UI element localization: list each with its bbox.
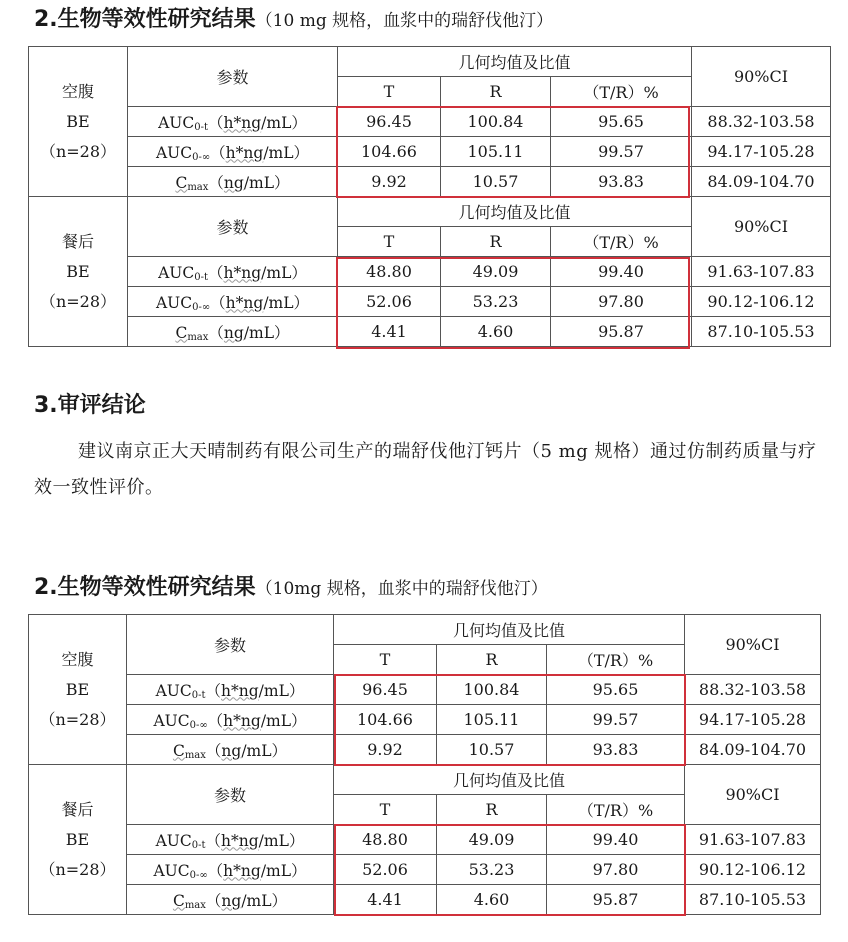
param-cell: $AUC_{0-t}(h*ng/mL)$	[128, 257, 338, 287]
value-ratio: 95.87	[547, 885, 685, 915]
value-ratio: 97.80	[547, 855, 685, 885]
value-ci: 84.09-104.70	[692, 167, 831, 197]
conclusion-title: 3.审评结论	[34, 393, 146, 418]
value-r: 100.84	[437, 675, 547, 705]
value-ci: 87.10-105.53	[685, 885, 821, 915]
condition-label: （n=28）	[39, 859, 116, 879]
condition-cell-fed	[29, 765, 127, 915]
value-ratio: 95.65	[551, 107, 692, 137]
heading-bottom-title: 2.生物等效性研究结果	[34, 575, 256, 600]
value-ci: 88.32-103.58	[692, 107, 831, 137]
value-ci: 84.09-104.70	[685, 735, 821, 765]
header-t: T	[338, 227, 441, 257]
param-cell: $C_{max}(ng/mL)$	[127, 735, 334, 765]
table-row	[29, 107, 831, 137]
heading-bottom	[34, 570, 548, 601]
param-cell: $C_{max}(ng/mL)$	[128, 167, 338, 197]
value-t: 52.06	[334, 855, 437, 885]
value-t: 48.80	[338, 257, 441, 287]
value-t: 9.92	[338, 167, 441, 197]
header-ratio: （T/R）%	[551, 77, 692, 107]
header-param: 参数	[127, 765, 334, 825]
value-r: 4.60	[441, 317, 551, 347]
value-r: 10.57	[437, 735, 547, 765]
header-t: T	[338, 77, 441, 107]
value-t: 9.92	[334, 735, 437, 765]
header-t: T	[334, 795, 437, 825]
value-ci: 87.10-105.53	[692, 317, 831, 347]
header-ratio: （T/R）%	[547, 645, 685, 675]
value-t: 104.66	[334, 705, 437, 735]
header-ci: 90%CI	[692, 197, 831, 257]
condition-cell-fasting	[29, 615, 127, 765]
bioequivalence-table-top	[28, 46, 831, 347]
value-t: 48.80	[334, 825, 437, 855]
value-ratio: 93.83	[551, 167, 692, 197]
header-r: R	[437, 795, 547, 825]
value-ci: 90.12-106.12	[692, 287, 831, 317]
condition-label: BE	[65, 829, 90, 849]
condition-label: 空腹	[61, 81, 94, 101]
condition-label: （n=28）	[39, 709, 116, 729]
header-ratio: （T/R）%	[547, 795, 685, 825]
value-r: 53.23	[441, 287, 551, 317]
condition-label: BE	[65, 679, 90, 699]
heading-bottom-subtitle: （10mg 规格，血浆中的瑞舒伐他汀）	[255, 579, 548, 599]
header-ci: 90%CI	[685, 765, 821, 825]
param-cell: $AUC_{0-\infty}(h*ng/mL)$	[128, 137, 338, 167]
value-r: 49.09	[437, 825, 547, 855]
table-row	[29, 317, 831, 347]
param-cell: $AUC_{0-\infty}(h*ng/mL)$	[128, 287, 338, 317]
header-ci: 90%CI	[685, 615, 821, 675]
table-row	[29, 885, 821, 915]
param-cell: $AUC_{0-\infty}(h*ng/mL)$	[127, 855, 334, 885]
value-ratio: 99.57	[551, 137, 692, 167]
table-row	[29, 735, 821, 765]
value-ci: 94.17-105.28	[685, 705, 821, 735]
heading-top-title: 2.生物等效性研究结果	[34, 7, 256, 32]
condition-label: 空腹	[61, 649, 94, 669]
heading-top	[34, 2, 553, 33]
header-geo-mean: 几何均值及比值	[334, 615, 685, 645]
value-ci: 91.63-107.83	[692, 257, 831, 287]
value-r: 49.09	[441, 257, 551, 287]
value-t: 104.66	[338, 137, 441, 167]
value-ci: 94.17-105.28	[692, 137, 831, 167]
condition-label: （n=28）	[39, 291, 117, 311]
value-ratio: 95.65	[547, 675, 685, 705]
value-r: 105.11	[437, 705, 547, 735]
condition-label: BE	[66, 261, 90, 281]
header-param: 参数	[128, 47, 338, 107]
value-r: 53.23	[437, 855, 547, 885]
value-t: 4.41	[338, 317, 441, 347]
value-r: 100.84	[441, 107, 551, 137]
value-ci: 90.12-106.12	[685, 855, 821, 885]
bioequivalence-table-bottom	[28, 614, 821, 915]
header-geo-mean: 几何均值及比值	[334, 765, 685, 795]
param-cell: $AUC_{0-t}(h*ng/mL)$	[127, 675, 334, 705]
header-ratio: （T/R）%	[551, 227, 692, 257]
condition-label: （n=28）	[39, 141, 117, 161]
table-row	[29, 137, 831, 167]
conclusion-text: 建议南京正大天晴制药有限公司生产的瑞舒伐他汀钙片（5 mg 规格）通过仿制药质量与疗效一致性评价。	[34, 441, 817, 498]
value-r: 4.60	[437, 885, 547, 915]
table-row	[29, 287, 831, 317]
value-ci: 91.63-107.83	[685, 825, 821, 855]
header-t: T	[334, 645, 437, 675]
param-cell: $AUC_{0-t}(h*ng/mL)$	[127, 825, 334, 855]
value-r: 10.57	[441, 167, 551, 197]
condition-cell-fasting	[29, 47, 128, 197]
header-r: R	[437, 645, 547, 675]
param-cell: $C_{max}(ng/mL)$	[128, 317, 338, 347]
value-ratio: 99.57	[547, 705, 685, 735]
value-ratio: 95.87	[551, 317, 692, 347]
value-ratio: 93.83	[547, 735, 685, 765]
value-t: 96.45	[334, 675, 437, 705]
value-t: 52.06	[338, 287, 441, 317]
value-r: 105.11	[441, 137, 551, 167]
table-row	[29, 675, 821, 705]
value-t: 4.41	[334, 885, 437, 915]
param-cell: $AUC_{0-\infty}(h*ng/mL)$	[127, 705, 334, 735]
value-ratio: 99.40	[551, 257, 692, 287]
condition-label: 餐后	[61, 231, 94, 251]
table-row	[29, 825, 821, 855]
table-row	[29, 257, 831, 287]
param-cell: $AUC_{0-t}(h*ng/mL)$	[128, 107, 338, 137]
value-ci: 88.32-103.58	[685, 675, 821, 705]
condition-cell-fed	[29, 197, 128, 347]
param-cell: $C_{max}(ng/mL)$	[127, 885, 334, 915]
value-ratio: 99.40	[547, 825, 685, 855]
value-ratio: 97.80	[551, 287, 692, 317]
header-r: R	[441, 77, 551, 107]
header-ci: 90%CI	[692, 47, 831, 107]
header-param: 参数	[128, 197, 338, 257]
header-r: R	[441, 227, 551, 257]
value-t: 96.45	[338, 107, 441, 137]
header-geo-mean: 几何均值及比值	[338, 47, 692, 77]
table-row	[29, 167, 831, 197]
condition-label: BE	[66, 111, 90, 131]
header-param: 参数	[127, 615, 334, 675]
header-geo-mean: 几何均值及比值	[338, 197, 692, 227]
table-row	[29, 855, 821, 885]
heading-top-subtitle: （10 mg 规格，血浆中的瑞舒伐他汀）	[255, 11, 554, 31]
table-row	[29, 705, 821, 735]
condition-label: 餐后	[61, 799, 94, 819]
